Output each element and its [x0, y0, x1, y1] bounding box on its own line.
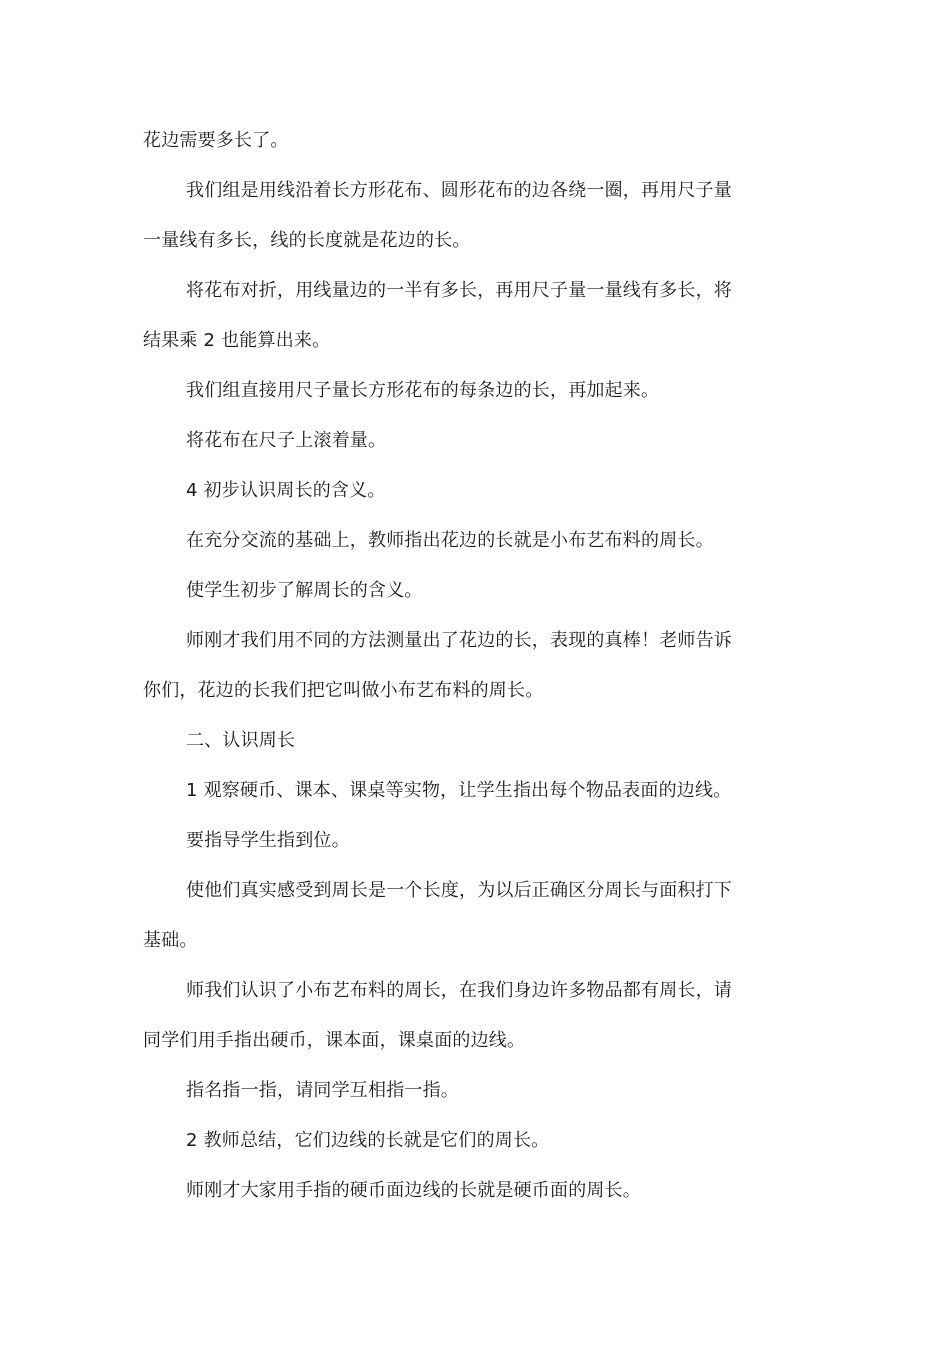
section-heading: 4 初步认识周长的含义。: [186, 480, 386, 501]
text-line: 将花布在尺子上滚着量。: [186, 430, 387, 451]
text-line: 1 观察硬币、课本、课桌等实物，让学生指出每个物品表面的边线。: [186, 780, 732, 801]
text-line: 使学生初步了解周长的含义。: [186, 580, 423, 601]
text-line: 师我们认识了小布艺布料的周长，在我们身边许多物品都有周长，请: [186, 980, 732, 1001]
text-line: 花边需要多长了。: [143, 130, 289, 151]
text-line: 一量线有多长，线的长度就是花边的长。: [143, 230, 471, 251]
text-line: 使他们真实感受到周长是一个长度，为以后正确区分周长与面积打下: [186, 880, 732, 901]
text-line: 师刚才大家用手指的硬币面边线的长就是硬币面的周长。: [186, 1180, 641, 1201]
text-line: 我们组是用线沿着长方形花布、圆形花布的边各绕一圈，再用尺子量: [186, 180, 732, 201]
text-line: 在充分交流的基础上，教师指出花边的长就是小布艺布料的周长。: [186, 530, 714, 551]
text-line: 你们，花边的长我们把它叫做小布艺布料的周长。: [143, 680, 544, 701]
text-line: 指名指一指，请同学互相指一指。: [186, 1080, 459, 1101]
text-line: 2 教师总结，它们边线的长就是它们的周长。: [186, 1130, 550, 1151]
text-line: 要指导学生指到位。: [186, 830, 350, 851]
text-line: 结果乘 2 也能算出来。: [143, 330, 331, 351]
text-line: 师刚才我们用不同的方法测量出了花边的长，表现的真棒！老师告诉: [186, 630, 732, 651]
text-line: 将花布对折，用线量边的一半有多长，再用尺子量一量线有多长，将: [186, 280, 732, 301]
text-line: 基础。: [143, 930, 198, 951]
text-line: 我们组直接用尺子量长方形花布的每条边的长，再加起来。: [186, 380, 660, 401]
section-heading: 二、认识周长: [186, 730, 296, 751]
text-line: 同学们用手指出硬币，课本面，课桌面的边线。: [143, 1030, 526, 1051]
